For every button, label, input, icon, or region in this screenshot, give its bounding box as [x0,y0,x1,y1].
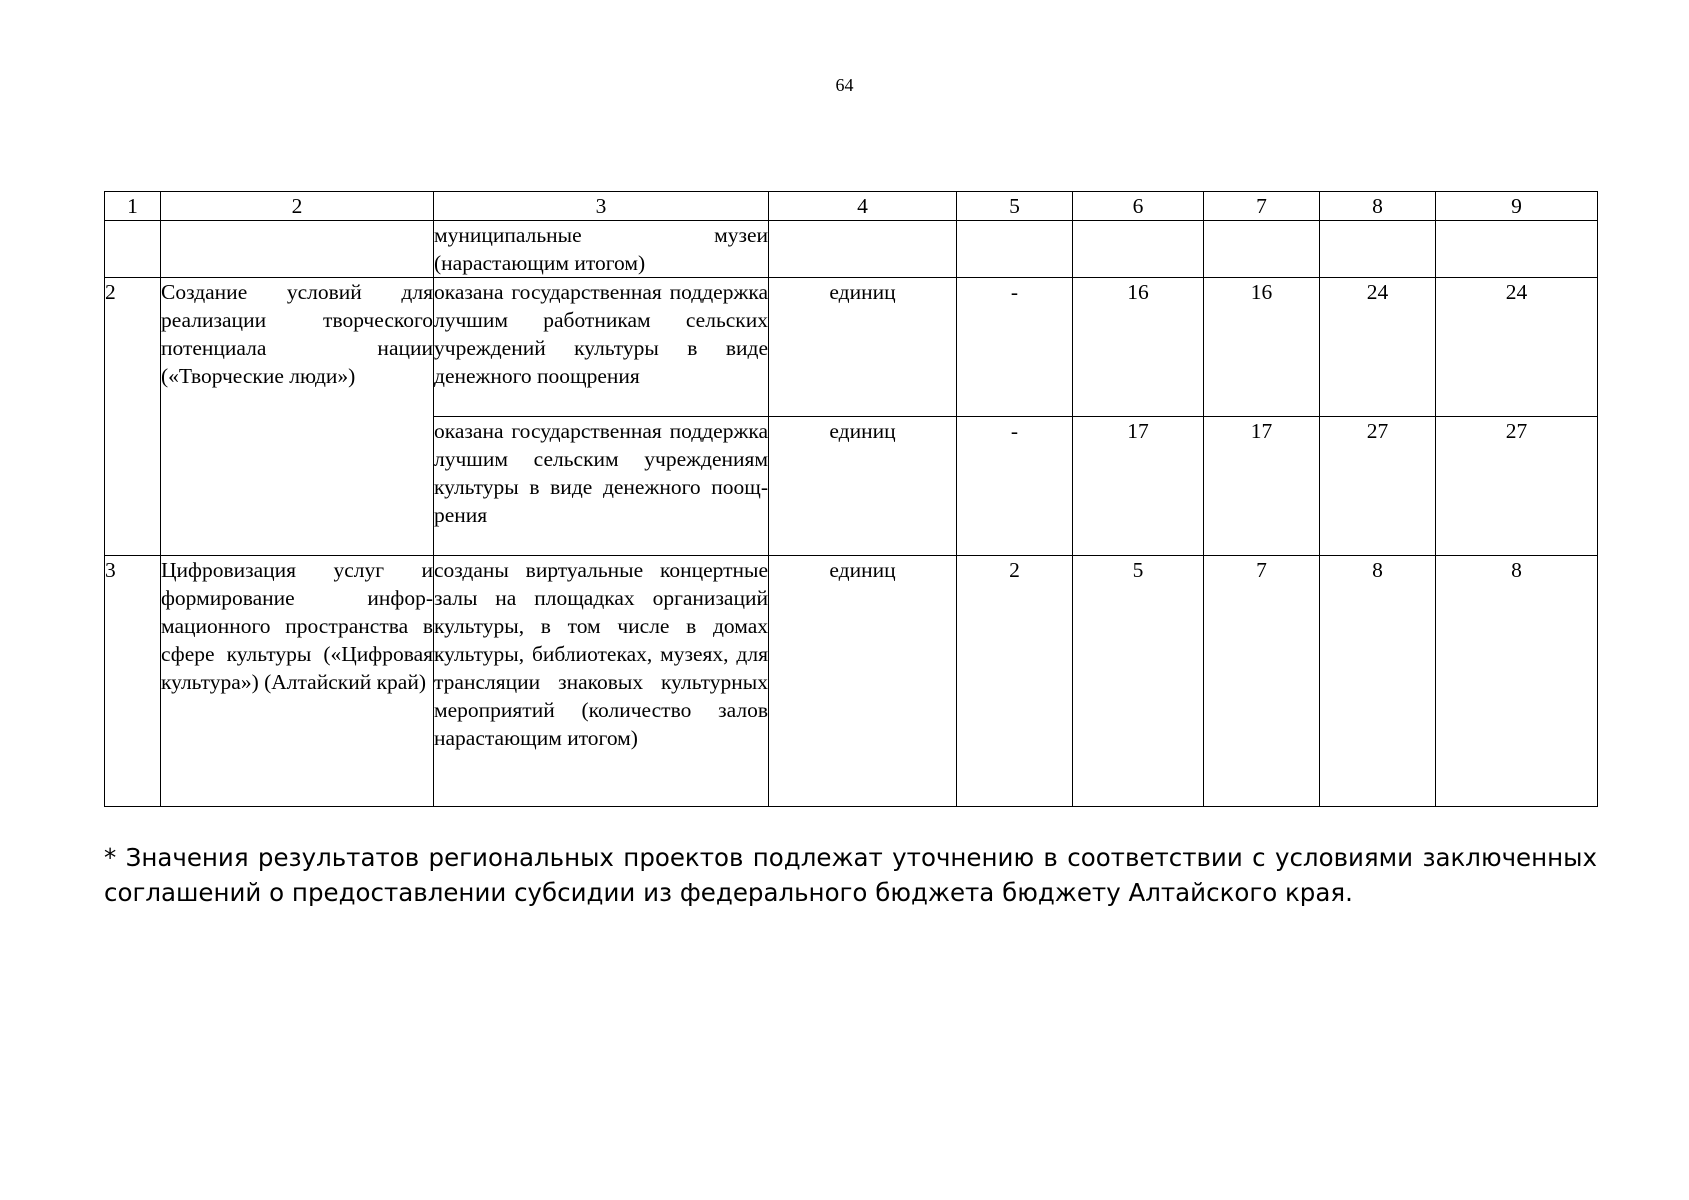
value-cell: 17 [1073,417,1204,556]
row-number-cell: 3 [105,556,161,807]
value-cell [957,221,1073,278]
value-cell: 16 [1204,278,1320,417]
value-cell: 7 [1204,556,1320,807]
result-cell: оказана государственная поддержка лучшим работникам сельских учреждений культуры в виде денежного поощрения [434,278,769,417]
column-header: 9 [1436,192,1598,221]
column-header: 7 [1204,192,1320,221]
column-header: 3 [434,192,769,221]
row-number-cell [105,221,161,278]
table-row [105,221,1598,278]
result-cell: муниципальные музеи (нарастающим итогом) [434,221,769,278]
unit-cell: единиц [769,417,957,556]
table-row [105,278,1598,417]
value-cell: 8 [1436,556,1598,807]
table-header-row [105,192,1598,221]
project-name-cell [161,221,434,278]
value-cell [1073,221,1204,278]
column-header: 4 [769,192,957,221]
column-header: 2 [161,192,434,221]
project-name-cell: Создание условий для реализации творческого потенциала нации («Творческие люди») [161,278,434,556]
unit-cell [769,221,957,278]
indicators-table [104,191,1598,807]
page-number: 64 [835,75,854,95]
value-cell: 5 [1073,556,1204,807]
result-cell: оказана государственная поддержка лучшим сельским учреждениям культуры в виде денежного поощрения [434,417,769,556]
value-cell [1204,221,1320,278]
value-cell: 8 [1320,556,1436,807]
value-cell: 17 [1204,417,1320,556]
column-header: 8 [1320,192,1436,221]
footnote: * Значения результатов региональных проектов подлежат уточнению в соответствии с условиями заключенных соглашений о предоставлении субсидии из федерального бюджета бюджету Алтайского края. [104,843,1597,907]
value-cell [1320,221,1436,278]
value-cell: - [957,278,1073,417]
value-cell: 24 [1320,278,1436,417]
value-cell: 27 [1436,417,1598,556]
unit-cell: единиц [769,278,957,417]
value-cell: 27 [1320,417,1436,556]
project-name-cell: Цифровизация услуг и формирование информационного пространства в сфере культуры («Цифровая культура») (Алтайский край) [161,556,434,807]
value-cell: 16 [1073,278,1204,417]
row-number-cell: 2 [105,278,161,556]
value-cell [1436,221,1598,278]
unit-cell: единиц [769,556,957,807]
column-header: 1 [105,192,161,221]
value-cell: 24 [1436,278,1598,417]
result-cell: созданы виртуальные концертные залы на площадках организаций культуры, в том числе в домах культуры, библиотеках, музеях, для трансляции знаковых культурных мероприятий (количество залов нарастающим итогом) [434,556,769,807]
column-header: 6 [1073,192,1204,221]
value-cell: - [957,417,1073,556]
value-cell: 2 [957,556,1073,807]
column-header: 5 [957,192,1073,221]
table-row [105,556,1598,807]
